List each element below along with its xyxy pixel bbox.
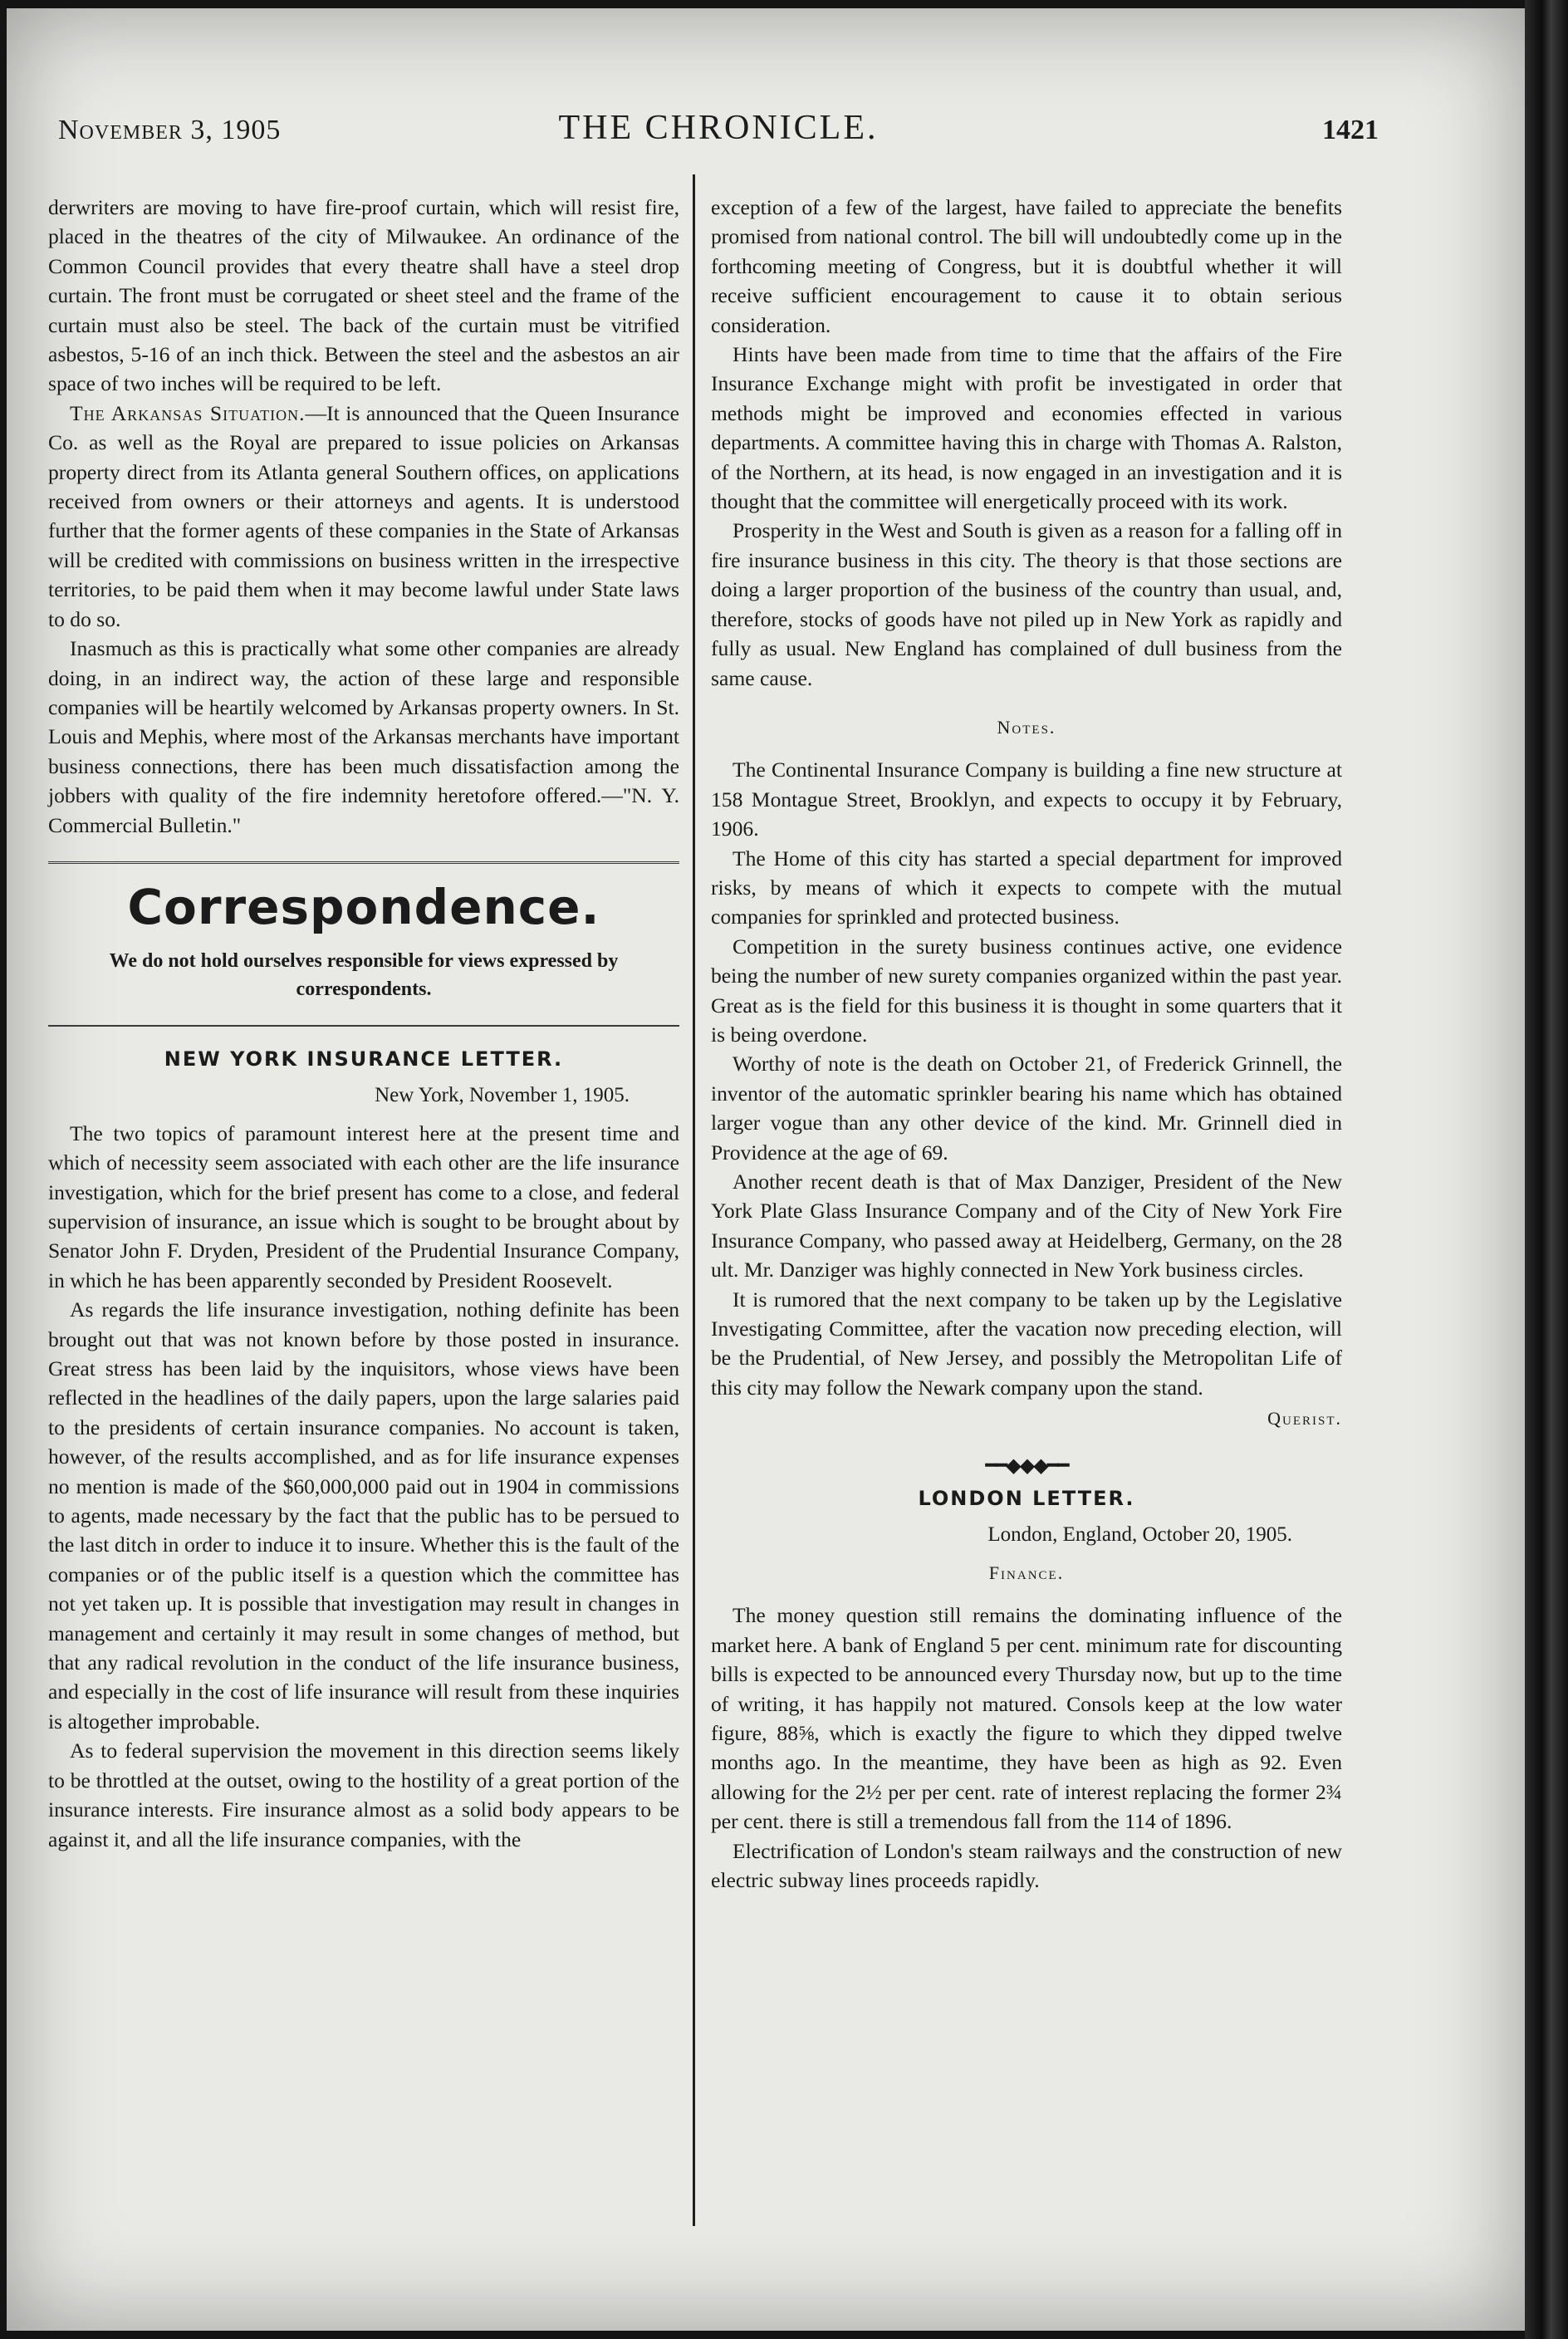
paragraph-prosperity: Prosperity in the West and South is given as a reason for a falling off in fire insurance business in this city. The theory is that those sections are doing a larger proportion of the business of the country than usual, and, therefore, stocks of goods have not piled up in New York as rapidly and fully as usual. New England has complained of dull business from the same cause.: [711, 518, 1342, 690]
paragraph-caption: The Arkansas Situation.: [70, 400, 306, 425]
ny-letter-dateline: New York, November 1, 1905.: [375, 1084, 630, 1107]
paragraph-money-question: The money question still remains the dominating influence of the market here. A bank of England 5 per cent. minimum rate for discounting bills is expected to be announced every Thursday now, but up to the time of writing, it has happily not matured. Consols keep at the low water figure, 88⅝, which is exactly the figure to which they dipped twelve months ago. In the meantime, they have been as high as 92. Even allowing for the 2½ per per cent. rate of interest replacing the former 2¾ per cent. there is still a tremendous fall from the 114 of 1896.: [711, 1603, 1342, 1834]
page-number: 1421: [1322, 115, 1379, 145]
signature-querist: Querist.: [1267, 1408, 1342, 1429]
note-danziger: Another recent death is that of Max Danziger, President of the New York Plate Glass Insurance Company and of the City of New York Fire Insurance Company, who passed away at Heidelberg, Germany, on the 28 ult. Mr. Danziger was highly connected in New York business circles.: [711, 1170, 1342, 1282]
paragraph-ny-investigation: As regards the life insurance investigation, nothing definite has been brought out that was not known before by those posted in insurance. Great stress has been laid by the inquisitors, whose views have been reflected in the headlines of the daily papers, upon the large salaries paid to the presidents of certain insurance companies. No account is taken, however, of the results accomplished, and as for life insurance expenses no mention is made of the $60,000,000 paid out in 1904 in commissions to agents, made necessary by the fact that the public has to be persued to the last ditch in order to induce it to insure. Whether this is the fault of the companies or of the public itself is a question which the committee has not yet taken up. It is possible that investigation may result in changes in management and certainly it may result in some changes of method, but that any radical revolution in the conduct of the life insurance business, and especially in the cost of life insurance will result from these inquiries is altogether improbable.: [48, 1297, 679, 1733]
paragraph-arkansas-owners: Inasmuch as this is practically what some other companies are already doing, in an indirect way, the action of these large and responsible companies will be heartily welcomed by Arkansas property owners. In St. Louis and Mephis, where most of the Arkansas merchants have important business connections, there has been much dissatisfaction among the jobbers with quality of the fire indemnity heretofore offered.—"N. Y. Commercial Bulletin.": [48, 636, 679, 837]
note-grinnell: Worthy of note is the death on October 21, of Frederick Grinnell, the inventor of the automatic sprinkler bearing his name which has obtained larger vogue than any other device of the kind. Mr. Grinnell died in Providence at the age of 69.: [711, 1052, 1342, 1165]
correspondence-disclaimer: We do not hold ourselves responsible for views expressed by correspondents.: [109, 949, 619, 1000]
note-continental: The Continental Insurance Company is building a fine new structure at 158 Montague Street, Brooklyn, and expects to occupy it by February, 1906.: [711, 758, 1342, 841]
finance-subheading: Finance.: [988, 1562, 1065, 1583]
paragraph-electrification: Electrification of London's steam railways and the construction of new electric subway lines proceeds rapidly.: [711, 1838, 1342, 1892]
page-header: [58, 108, 1379, 158]
page-binding-edge: [1525, 0, 1568, 2339]
header-date: November 3, 1905: [58, 115, 282, 145]
paragraph-body: —It is announced that the Queen Insurance Co. as well as the Royal are prepared to issue policies on Arkansas property direct from its Atlanta general Southern offices, on applications received from owners or their attorneys and agents. It is understood further that the former agents of these companies in the State of Arkansas will be credited with commissions on business written in the irrespective territories, to be paid them when it may become lawful under State laws to do so.: [48, 400, 679, 631]
paragraph-arkansas-situation: [48, 399, 679, 634]
notes-heading: Notes.: [997, 716, 1056, 738]
publication-title: THE CHRONICLE.: [558, 109, 879, 147]
paragraph-ny-topics: The two topics of paramount interest here at the present time and which of necessity seem associated with each other are the life insurance investigation, which for the brief present has come to a close, and federal supervision of insurance, an issue which is sought to be brought about by Senator John F. Dryden, President of the Prudential Insurance Company, in which he has been apparently seconded by President Roosevelt.: [48, 1120, 679, 1292]
ny-letter-heading: NEW YORK INSURANCE LETTER.: [164, 1047, 564, 1071]
ornament-divider: ━━◆◆◆━━: [985, 1454, 1068, 1477]
paragraph-ny-continued: exception of a few of the largest, have failed to appreciate the benefits promised from national control. The bill will undoubtedly come up in the forthcoming meeting of Congress, but it is doubtful whether it will receive sufficient encouragement to cause it to obtain serious consideration.: [711, 195, 1342, 337]
column-divider: [693, 174, 695, 2226]
note-prudential: It is rumored that the next company to be taken up by the Legislative Investigating Committee, after the vacation now preceding election, will be the Prudential, of New Jersey, and possibly the Metropolitan Life of this city may follow the Newark company upon the stand.: [711, 1287, 1342, 1400]
paragraph-ny-federal: As to federal supervision the movement in this direction seems likely to be throttled at the outset, owing to the hostility of a great portion of the insurance interests. Fire insurance almost as a solid body appears to be against it, and all the life insurance companies, with the: [48, 1738, 679, 1851]
section-divider: [48, 1025, 679, 1027]
left-column: [48, 193, 679, 1854]
correspondence-heading: Correspondence.: [127, 878, 600, 935]
right-column: [711, 193, 1342, 1895]
london-letter-dateline: London, England, October 20, 1905.: [987, 1523, 1292, 1547]
note-surety: Competition in the surety business continues active, one evidence being the number of new surety companies organized within the past year. Great as is the field for this business it is thought in some quarters that it is being overdone.: [711, 934, 1343, 1047]
paragraph-milwaukee-curtain: derwriters are moving to have fire-proof curtain, which will resist fire, placed in the theatres of the city of Milwaukee. An ordinance of the Common Council provides that every theatre shall have a steel drop curtain. The front must be corrugated or sheet steel and the frame of the curtain must also be steel. The back of the curtain must be vitrified asbestos, 5-16 of an inch thick. Between the steel and the asbestos an air space of two inches will be required to be left.: [48, 195, 679, 396]
london-letter-heading: LONDON LETTER.: [918, 1487, 1135, 1511]
paragraph-exchange: Hints have been made from time to time that the affairs of the Fire Insurance Exchange might with profit be investigated in order that methods might be improved and economies effected in various departments. A committee having this in charge with Thomas A. Ralston, of the Northern, at its head, is now engaged in an investigation and it is thought that the committee will energetically proceed with its work.: [711, 342, 1342, 514]
note-home: The Home of this city has started a special department for improved risks, by means of which it expects to compete with the mutual companies for sprinkled and protected business.: [711, 846, 1342, 929]
section-divider: [48, 861, 679, 864]
